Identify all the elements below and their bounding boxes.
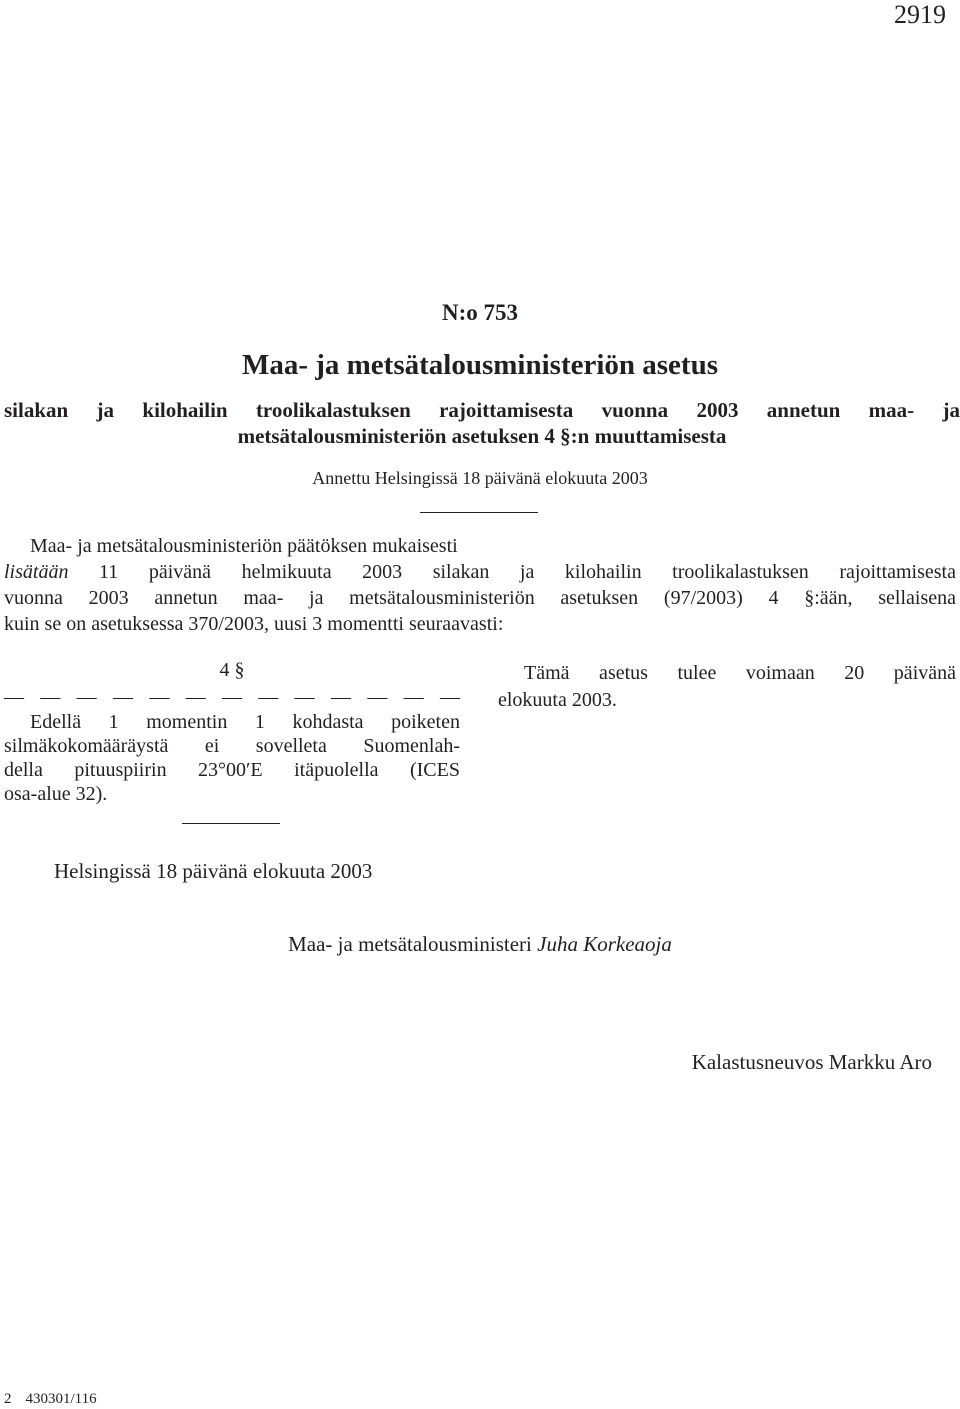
footer xyxy=(4,1390,97,1408)
omitted-text-dashes: — — — — — — — — — — — — — xyxy=(4,686,460,708)
section-line-4: osa-alue 32). xyxy=(4,783,108,805)
intro-line-2 xyxy=(4,559,956,585)
entry-into-force-paragraph xyxy=(498,660,956,714)
entry-line-2: elokuuta 2003. xyxy=(498,689,617,711)
divider xyxy=(182,823,280,824)
section-paragraph xyxy=(4,710,460,806)
given-date: Annettu Helsingissä 18 päivänä elokuuta 2003 xyxy=(312,468,648,488)
intro-paragraph xyxy=(4,533,956,637)
print-code: 430301/116 xyxy=(25,1391,97,1407)
page-number: 2919 xyxy=(894,0,946,29)
intro-line-1: Maa- ja metsätalousministeriön päätöksen mukaisesti xyxy=(30,535,458,557)
section-heading: 4 § xyxy=(219,659,245,681)
sheet-number: 2 xyxy=(4,1391,12,1407)
statute-number: N:o 753 xyxy=(441,300,519,325)
subtitle xyxy=(4,397,960,449)
counselor-signature: Kalastusneuvos Markku Aro xyxy=(691,1050,932,1074)
entry-line-1: Tämä asetus tulee voimaan 20 päivänä xyxy=(524,662,956,684)
intro-line-2-text: 11 päivänä helmikuuta 2003 silakan ja kilohailin troolikalastuksen rajoittamisesta xyxy=(68,561,956,583)
page-title: Maa- ja metsätalousministeriön asetus xyxy=(241,349,719,381)
minister-signature xyxy=(0,930,960,958)
section-line-2: silmäkokomääräystä ei sovelleta Suomenlah- xyxy=(4,735,460,757)
intro-line-3: vuonna 2003 annetun maa- ja metsätalousministeriön asetuksen (97/2003) 4 §:ään, sellaisena xyxy=(4,587,956,609)
section-line-1: Edellä 1 momentin 1 kohdasta poiketen xyxy=(30,711,460,733)
place-date: Helsingissä 18 päivänä elokuuta 2003 xyxy=(54,859,373,883)
subtitle-line-1: silakan ja kilohailin troolikalastuksen rajoittamisesta vuonna 2003 annetun maa- ja xyxy=(4,398,960,422)
intro-verb: lisätään xyxy=(4,561,69,583)
intro-line-4: kuin se on asetuksessa 370/2003, uusi 3 momentti seuraavasti: xyxy=(4,613,504,635)
minister-title: Maa- ja metsätalousministeri xyxy=(288,932,538,956)
minister-name: Juha Korkeaoja xyxy=(537,932,672,956)
section-line-3: della pituuspiirin 23°00′E itäpuolella (ICES xyxy=(4,759,460,781)
subtitle-line-2: metsätalousministeriön asetuksen 4 §:n muuttamisesta xyxy=(237,424,727,448)
divider xyxy=(420,512,538,513)
